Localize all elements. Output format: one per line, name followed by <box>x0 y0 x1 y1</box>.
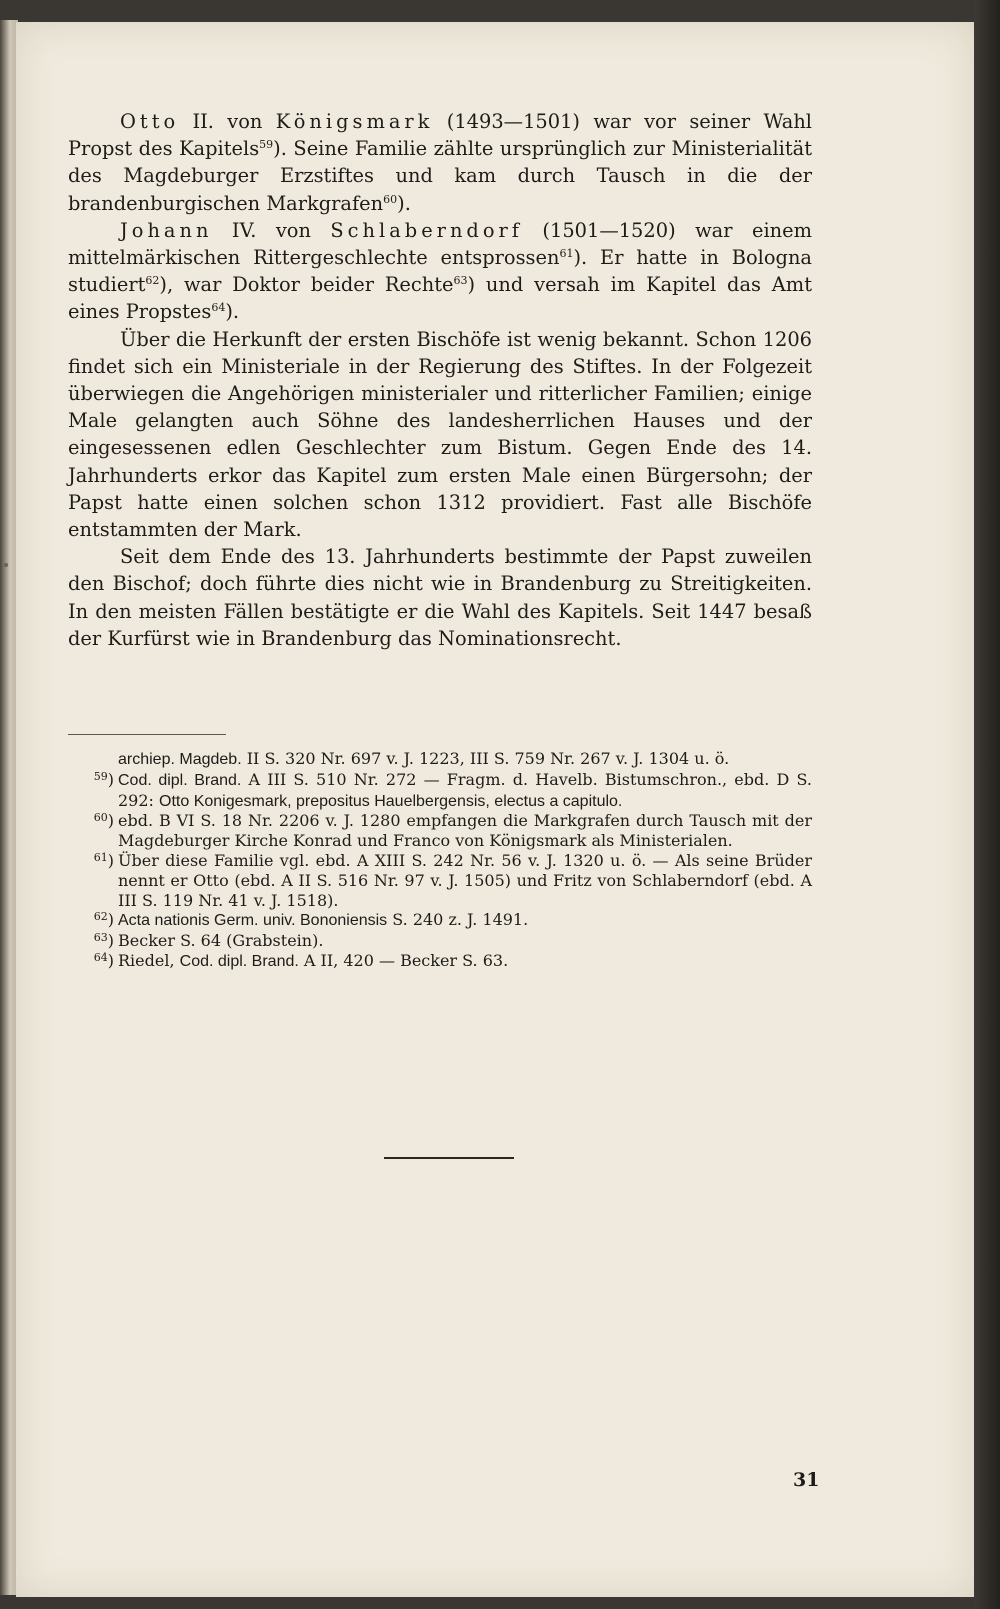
main-text <box>68 108 812 652</box>
footnote-61: $^{61}$) Über diese Familie vgl. ebd. A XIII S. 242 Nr. 56 v. J. 1320 u. ö. — Als seine Brüder nennt er Otto (ebd. A II S. 516 Nr. 97 v. J. 1505) und Fritz von Schlaberndorf (ebd. A III S. 119 Nr. 41 v. J. 1518). <box>93 850 812 910</box>
latin-run: archiep. Magdeb. <box>118 751 242 768</box>
text-run: (1493—1501) war vor seiner Wahl Propst des Kapitels <box>68 110 813 161</box>
text-run: ), war Doktor beider Rechte <box>159 273 454 297</box>
footnote-number: 63 <box>93 931 108 945</box>
latin-run: Acta nationis Germ. univ. Bononiensis <box>118 912 388 930</box>
footnote-63: $^{63}$) Becker S. 64 (Grabstein). <box>68 931 812 951</box>
text-run: ). <box>397 191 411 215</box>
text-run: IV. von <box>212 218 331 242</box>
footnote-ref: 59 <box>259 138 274 152</box>
text-run: A III S. 510 Nr. 272 — Fragm. d. Havelb. Bistumschron., ebd. D S. 292: <box>118 769 812 810</box>
family-name: Königsmark <box>275 110 434 133</box>
paragraph-otto <box>68 108 812 217</box>
text-run: ) und versah im Kapitel das Amt eines Propstes <box>68 273 812 324</box>
text-run: Riedel, <box>118 950 180 970</box>
footnote-number: 60 <box>93 811 108 825</box>
footnote-rule <box>68 734 226 735</box>
footnote-continuation <box>68 749 812 770</box>
footnote-ref: 61 <box>559 247 574 261</box>
footnote-ref: 63 <box>453 274 468 288</box>
footnote-60: $^{60}$) ebd. B VI S. 18 Nr. 2206 v. J. 1280 empfangen die Markgrafen durch Tausch mit der Magdeburger Kirche Konrad und Franco von Königsmark als Ministerialen. <box>93 811 812 851</box>
footnote-number: 64 <box>93 950 108 964</box>
footnote-62: $^{62}$) Acta nationis Germ. univ. Bononiensis S. 240 z. J. 1491. <box>93 910 529 930</box>
text-run: ). Seine Familie zählte ursprünglich zur Ministerialität des Magdeburger Erzstiftes und kam durch Tausch in die der brandenburgischen Markgrafen <box>68 137 812 215</box>
family-name: Schlaberndorf <box>330 218 523 242</box>
footnote-ref: 60 <box>383 192 398 206</box>
footnote-number: 62 <box>93 910 108 924</box>
margin-speck <box>4 563 8 567</box>
paragraph-origin-of-bishops: Über die Herkunft der ersten Bischöfe ist wenig bekannt. Schon 1206 findet sich ein Ministeriale in der Regierung des Stiftes. In der Folgezeit überwiegen die Angehörigen ministerialer und ritterlicher Familien; einige Male gelangten auch Söhne des landesherrlichen Hauses und der eingesessenen edlen Geschlechter zum Bistum. Gegen Ende des 14. Jahrhunderts erkor das Kapitel zum ersten Male einen Bürgersohn; der Papst hatte einen solchen schon 1312 providiert. Fast alle Bischöfe entstammten der Mark. <box>68 327 812 542</box>
footnote-number: 59 <box>93 769 108 783</box>
footnote-number: 61 <box>93 850 108 864</box>
paragraph-johann <box>68 217 812 326</box>
latin-run: Otto Konigesmark, prepositus Hauelbergensis, electus a capitulo. <box>159 792 623 810</box>
book-page <box>16 22 974 1597</box>
text-run: ). Er hatte in Bologna studiert <box>68 246 812 297</box>
footnote-ref: 62 <box>145 274 160 288</box>
paragraph-papal-appointment: Seit dem Ende des 13. Jahrhunderts bestimmte der Papst zuweilen den Bischof; doch führte dies nicht wie in Brandenburg zu Streitigkeiten. In den meisten Fällen bestätigte er die Wahl des Kapitels. Seit 1447 besaß der Kurfürst wie in Brandenburg das Nominationsrecht. <box>68 545 812 650</box>
text-run: II S. 320 Nr. 697 v. J. 1223, III S. 759 Nr. 267 v. J. 1304 u. ö. <box>241 749 730 768</box>
footnote-64: $^{64}$) Riedel, Cod. dipl. Brand. A II, 420 — Becker S. 63. <box>93 950 509 970</box>
section-end-rule <box>384 1157 514 1159</box>
text-run: (1501—1520) war einem mittelmärkischen Rittergeschlechte entsprossen <box>68 218 812 270</box>
footnote-text: ebd. B VI S. 18 Nr. 2206 v. J. 1280 empfangen die Markgrafen durch Tausch mit der Magdeburger Kirche Konrad und Franco von Königsmark als Ministerialen. <box>118 811 812 851</box>
text-run: S. 240 z. J. 1491. <box>387 910 529 930</box>
footnote-text: Becker S. 64 (Grabstein). <box>118 931 324 951</box>
person-name: Johann <box>120 218 213 242</box>
footnote-ref: 64 <box>211 301 226 315</box>
page-number: 31 <box>793 1469 820 1491</box>
latin-run: Cod. dipl. Brand. <box>179 952 299 970</box>
text-run: ). <box>225 300 240 324</box>
latin-run: Cod. dipl. Brand. <box>118 771 242 789</box>
text-run: A II, 420 — Becker S. 63. <box>298 950 509 970</box>
person-name: Otto <box>120 110 180 133</box>
footnote-text: Über diese Familie vgl. ebd. A XIII S. 242 Nr. 56 v. J. 1320 u. ö. — Als seine Brüder nennt er Otto (ebd. A II S. 516 Nr. 97 v. J. 1505) und Fritz von Schlaberndorf (ebd. A III S. 119 Nr. 41 v. J. 1518). <box>118 850 812 910</box>
footnote-59: $^{59}$) Cod. dipl. Brand. A III S. 510 Nr. 272 — Fragm. d. Havelb. Bistumschron., ebd. D S. 292: Otto Konigesmark, prepositus Hauelbergensis, electus a capitulo. <box>93 769 812 810</box>
text-run: II. von <box>179 110 276 133</box>
right-shadow <box>974 0 1000 1609</box>
footnotes <box>68 749 812 972</box>
